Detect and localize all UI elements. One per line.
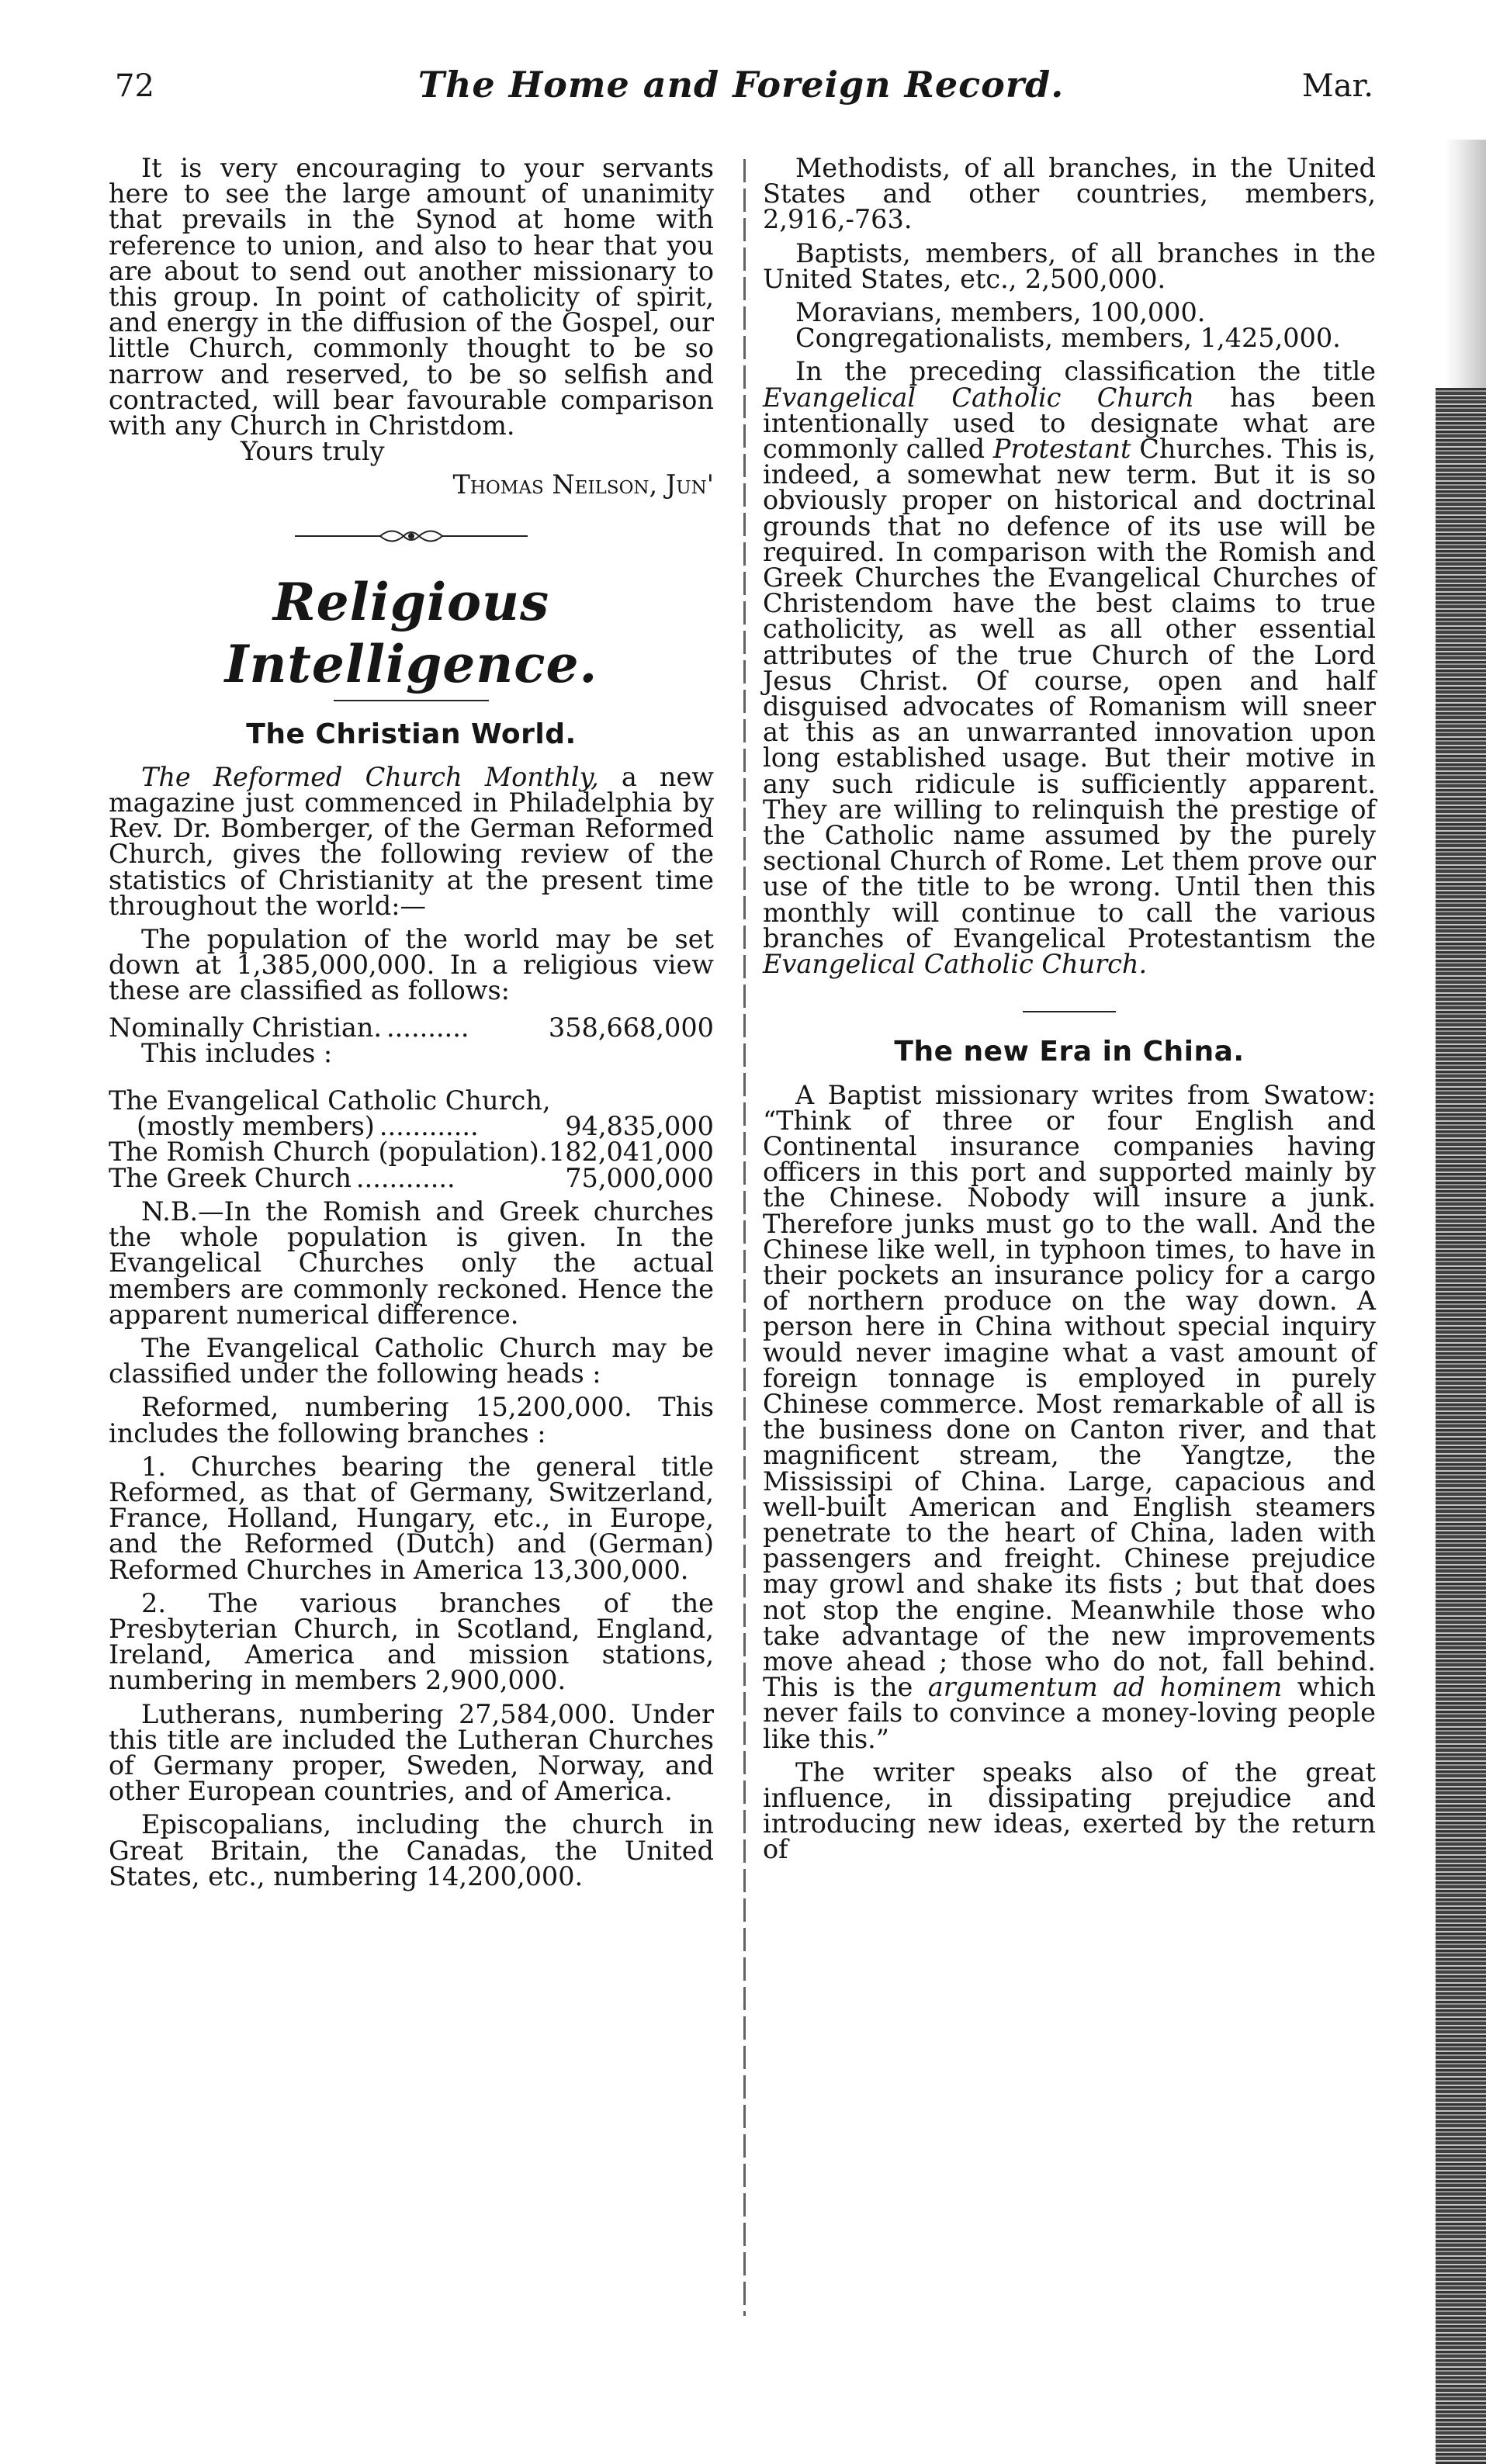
moravians-paragraph: Moravians, members, 100,000. [795, 297, 1206, 328]
article-subheading: The new Era in China. [894, 1036, 1245, 1068]
statistics-block [109, 1012, 714, 1193]
classified-paragraph: The Evangelical Catholic Church may be classified under the following heads : [109, 1332, 714, 1389]
reformed-paragraph: Reformed, numbering 15,200,000. This includes the following branches : [109, 1392, 714, 1448]
stat-row-greek [109, 1162, 714, 1193]
stat-value: 94,835,000 [565, 1111, 714, 1142]
scan-edge-shadow [1445, 140, 1486, 388]
column-divider [743, 159, 746, 2316]
section-rule [1023, 1011, 1116, 1012]
right-column [763, 155, 1376, 1870]
letter-signature: Thomas Neilson, Jun' [452, 469, 714, 500]
item-2-paragraph: 2. The various branches of the Presbyterian Church, in Scotland, England, Ireland, America and mission stations, numbering in members 2,900,000. [109, 1587, 714, 1696]
stat-row-nominal [109, 1012, 714, 1043]
stat-row-romish [109, 1137, 714, 1168]
stat-label: The Evangelical Catholic Church, [109, 1085, 551, 1116]
this-includes: This includes : [141, 1037, 333, 1068]
text-run: Churches. This is, indeed, a somewhat new term. But it is so obviously proper on historical and doctrinal grounds that no defence of its use will be required. In comparison with the Romish and Greek Churches the Evangelical Churches of Christendom have the best claims to true catholicity, as well as all other essential attributes of the true Church of the Lord Jesus Christ. Of course, open and half disguised advocates of Romanism will sneer at this as an unwarranted innovation upon long established usage. But their motive in any such ridicule is sufficiently apparent. They are willing to relinquish the prestige of the Catholic name assumed by the purely sectional Church of Rome. Let them prove our use of the title to be wrong. Until then this monthly will continue to call the various branches of Evangelical Protestantism the [763, 434, 1376, 953]
italic-term: Protestant [992, 434, 1131, 465]
writer-paragraph: The writer speaks also of the great influence, in dissipating prejudice and introducing new ideas, exerted by the return of [763, 1756, 1376, 1865]
magazine-title: The Reformed Church Monthly, [141, 761, 599, 792]
stat-label: The Romish Church (population). [109, 1137, 548, 1168]
stat-value: 358,668,000 [548, 1012, 714, 1043]
stat-value: 182,041,000 [548, 1137, 714, 1168]
stat-value: 75,000,000 [565, 1162, 714, 1193]
article-subheading: The Christian World. [246, 718, 577, 750]
china-paragraph [763, 1079, 1376, 1754]
baptists-paragraph: Baptists, members, of all branches in the United States, etc., 2,500,000. [763, 237, 1376, 294]
item-1-paragraph: 1. Churches bearing the general title Reformed, as that of Germany, Switzerland, France, Holland, Hungary, etc., in Europe, and the Reformed (Dutch) and (German) Reformed Churches in America 13,300,000. [109, 1451, 714, 1585]
page-header [109, 64, 1373, 123]
stat-row-evangelical [109, 1111, 714, 1142]
stat-label: The Greek Church [109, 1162, 352, 1193]
population-paragraph: The population of the world may be set down at 1,385,000,000. In a religious view these are classified as follows: [109, 924, 714, 1006]
stat-leader: ............ [355, 1165, 455, 1191]
lutherans-paragraph: Lutherans, numbering 27,584,000. Under this title are included the Lutheran Churches of Germany proper, Sweden, Norway, and other European countries, and of America. [109, 1698, 714, 1807]
stat-leader: .......... [386, 1014, 469, 1040]
page-number: 72 [115, 68, 154, 104]
nb-paragraph: N.B.—In the Romish and Greek churches the whole population is given. In the Evangelical Churches only the actual members are commonly reckoned. Hence the apparent numerical difference. [109, 1196, 714, 1330]
section-heading: Religious Intelligence. [224, 571, 598, 694]
journal-title: The Home and Foreign Record. [417, 64, 1065, 106]
classification-paragraph [763, 356, 1376, 980]
text-run: A Baptist missionary writes from Swatow: “Think of three or four English and Continental insurance companies having officers in this port and supported mainly by the Chinese. Nobody will insure a junk. Therefore junks must go to the wall. And the Chinese like well, in typhoon times, to have in their pockets an insurance policy for a cargo of northern produce on the way down. A person here in China without special inquiry would never imagine what a vast amount of foreign tonnage is employed in purely Chinese commerce. Most remarkable of all is the business done on Canton river, and that magnificent stream, the Yangtze, the Mississipi of China. Large, capacious and well-built American and English steamers penetrate to the heart of China, laden with passengers and freight. Chinese prejudice may growl and shake its fists ; but that does not stop the engine. Meanwhile those who take advantage of the new improvements move ahead ; those who do not, fall behind. This is the [763, 1079, 1376, 1703]
congregationalists-paragraph: Congregationalists, members, 1,425,000. [795, 323, 1341, 354]
methodists-paragraph: Methodists, of all branches, in the United States and other countries, members, 2,916,-763. [763, 153, 1376, 235]
stat-label: Nominally Christian. [109, 1012, 383, 1043]
italic-term: argumentum ad hominem [927, 1672, 1283, 1703]
episcopalians-paragraph: Episcopalians, including the church in Great Britain, the Canadas, the United States, etc., numbering 14,200,000. [109, 1809, 714, 1891]
scan-edge-texture [1436, 388, 1486, 2464]
letter-paragraph: It is very encouraging to your servants here to see the large amount of unanimity that prevails in the Synod at home with reference to union, and also to hear that you are about to send out another missionary to this group. In point of catholicity of spirit, and energy in the diffusion of the Gospel, our little Church, commonly thought to be so narrow and reserved, to be so selfish and contracted, will bear favourable comparison with any Church in Christdom. [109, 153, 714, 441]
issue-month: Mar. [1301, 68, 1373, 104]
heading-rule [334, 700, 489, 701]
stat-leader: ............ [379, 1113, 479, 1140]
intro-paragraph [109, 761, 714, 921]
stat-label: (mostly members) [137, 1111, 375, 1142]
ornament-divider [295, 524, 528, 548]
text-run: which never fails to convince a money-loving people like this.” [763, 1672, 1376, 1754]
italic-term: Evangelical Catholic Church. [763, 949, 1148, 980]
letter-closing: Yours truly [241, 436, 385, 467]
text-run: In the preceding classification the title [795, 356, 1376, 387]
italic-term: Evangelical Catholic Church [763, 382, 1194, 413]
left-column [109, 155, 714, 1897]
text-run: has been intentionally used to designate what are commonly called [763, 382, 1376, 465]
intro-text: a new magazine just commenced in Philadelphia by Rev. Dr. Bomberger, of the German Reformed Church, gives the following review of the statistics of Christianity at the present time throughout the world:— [109, 761, 714, 921]
